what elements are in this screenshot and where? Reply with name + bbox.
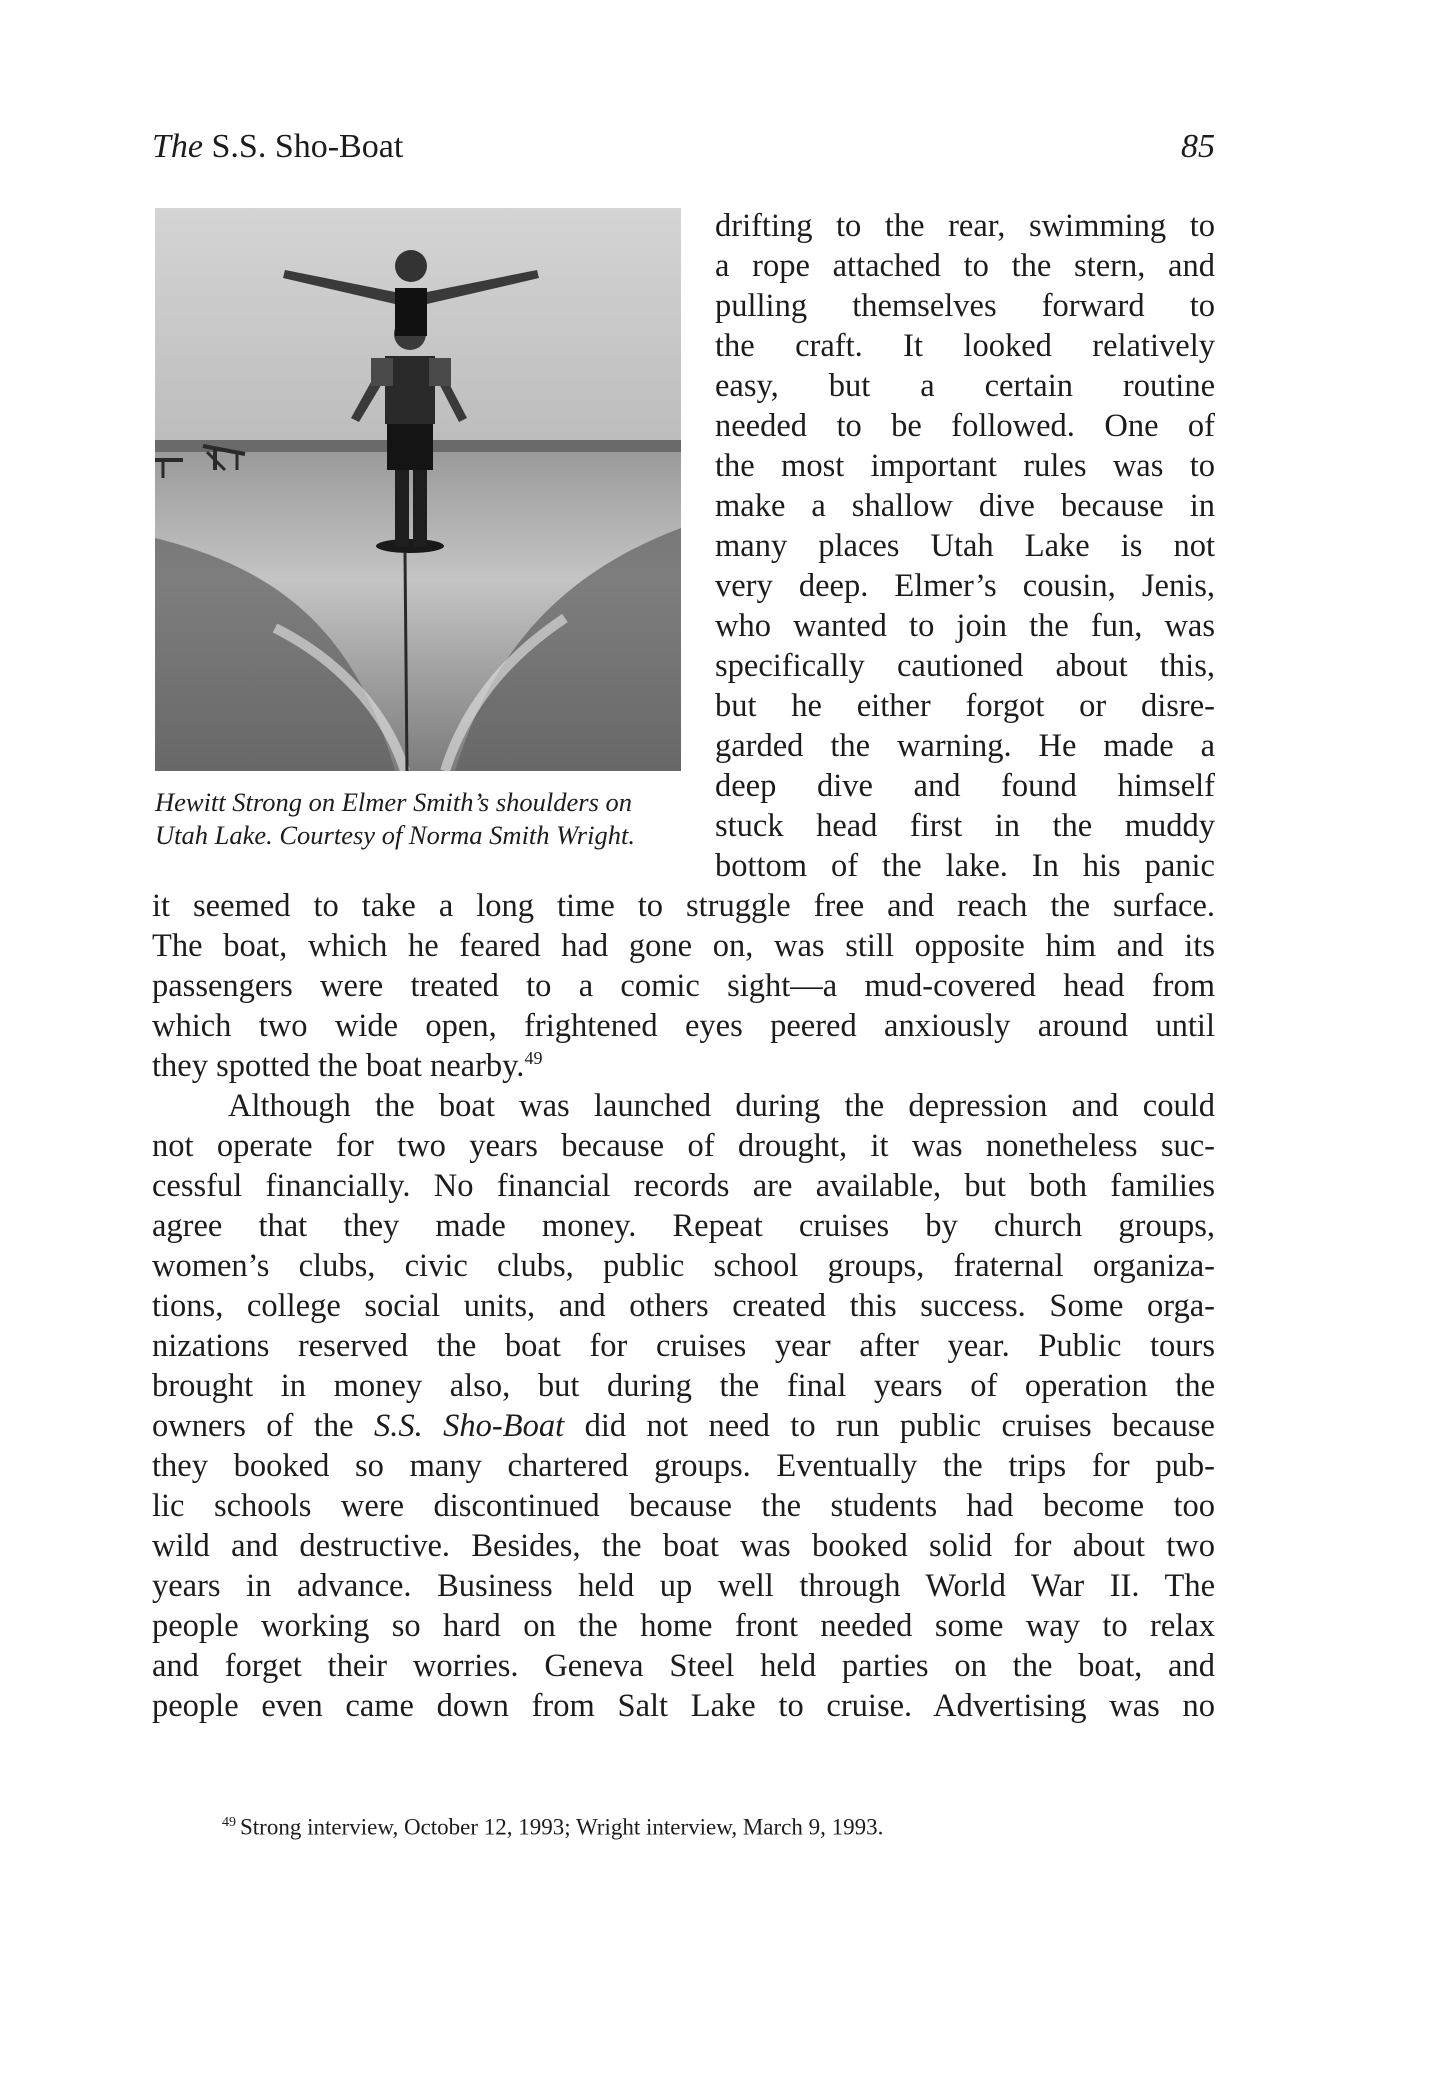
text-line-paragraph-end: they spotted the boat nearby.$^{49}$: [152, 1048, 543, 1084]
page-number: 85: [1181, 128, 1215, 165]
photo-illustration: [155, 208, 681, 771]
text-line: very deep. Elmer’s cousin, Jenis,: [715, 568, 1215, 604]
footnote-reference[interactable]: 49: [524, 1048, 543, 1069]
text-line: nizations reserved the boat for cruises year after year. Public tours: [152, 1328, 1215, 1364]
text-line: make a shallow dive because in: [715, 488, 1215, 524]
running-head: [152, 128, 1215, 166]
text-line: brought in money also, but during the final years of operation the: [152, 1368, 1215, 1404]
boat-name-italic: S.S. Sho-Boat: [373, 1408, 565, 1444]
text-line-paragraph-start: Although the boat was launched during the depression and could: [228, 1088, 1215, 1124]
text-line: wild and destructive. Besides, the boat was booked solid for about two: [152, 1528, 1215, 1564]
body-text-right-column: [715, 206, 1215, 886]
body-text-full-width: [152, 886, 1215, 1726]
text-line: bottom of the lake. In his panic: [715, 848, 1215, 884]
text-line: and forget their worries. Geneva Steel held parties on the boat, and: [152, 1648, 1215, 1684]
text-line: women’s clubs, civic clubs, public school groups, fraternal organiza-: [152, 1248, 1215, 1284]
text-line: tions, college social units, and others created this success. Some orga-: [152, 1288, 1215, 1324]
text-line: deep dive and found himself: [715, 768, 1215, 804]
text-line: years in advance. Business held up well through World War II. The: [152, 1568, 1215, 1604]
footnote: [222, 1808, 1222, 1843]
text-line: a rope attached to the stern, and: [715, 248, 1215, 284]
text-line: cessful financially. No financial records are available, but both families: [152, 1168, 1215, 1204]
text-line: specifically cautioned about this,: [715, 648, 1215, 684]
text-line: who wanted to join the fun, was: [715, 608, 1215, 644]
text-line: but he either forgot or disre-: [715, 688, 1215, 724]
text-line: agree that they made money. Repeat cruises by church groups,: [152, 1208, 1215, 1244]
text-line: people even came down from Salt Lake to cruise. Advertising was no: [152, 1688, 1215, 1724]
text-line: they booked so many chartered groups. Eventually the trips for pub-: [152, 1448, 1215, 1484]
text-line: drifting to the rear, swimming to: [715, 208, 1215, 244]
text-line: garded the warning. He made a: [715, 728, 1215, 764]
photo-water-skiers: [155, 208, 681, 771]
text-line: it seemed to take a long time to struggle free and reach the surface.: [152, 888, 1215, 924]
text-line: The boat, which he feared had gone on, was still opposite him and its: [152, 928, 1215, 964]
text-line: pulling themselves forward to: [715, 288, 1215, 324]
footnote-text: Strong interview, October 12, 1993; Wright interview, March 9, 1993.: [240, 1814, 884, 1840]
text-line: the most important rules was to: [715, 448, 1215, 484]
figure-caption: [155, 786, 685, 852]
caption-line: Hewitt Strong on Elmer Smith’s shoulders on: [155, 787, 633, 817]
text-line: people working so hard on the home front needed some way to relax: [152, 1608, 1215, 1644]
text-line: passengers were treated to a comic sight—a mud-covered head from: [152, 968, 1215, 1004]
text-line: easy, but a certain routine: [715, 368, 1215, 404]
text-line: the craft. It looked relatively: [715, 328, 1215, 364]
text-line: stuck head first in the muddy: [715, 808, 1215, 844]
text-line: owners of the S.S. Sho-Boat did not need to run public cruises because: [152, 1408, 1215, 1444]
text-line: lic schools were discontinued because the students had become too: [152, 1488, 1215, 1524]
text-line: which two wide open, frightened eyes peered anxiously around until: [152, 1008, 1215, 1044]
text-line: not operate for two years because of drought, it was nonetheless suc-: [152, 1128, 1215, 1164]
caption-line: Utah Lake. Courtesy of Norma Smith Wright.: [155, 820, 635, 850]
text-line: needed to be followed. One of: [715, 408, 1215, 444]
text-line: many places Utah Lake is not: [715, 528, 1215, 564]
running-head-title: The S.S. Sho-Boat: [152, 128, 404, 165]
footnote-number: 49: [222, 1815, 236, 1830]
